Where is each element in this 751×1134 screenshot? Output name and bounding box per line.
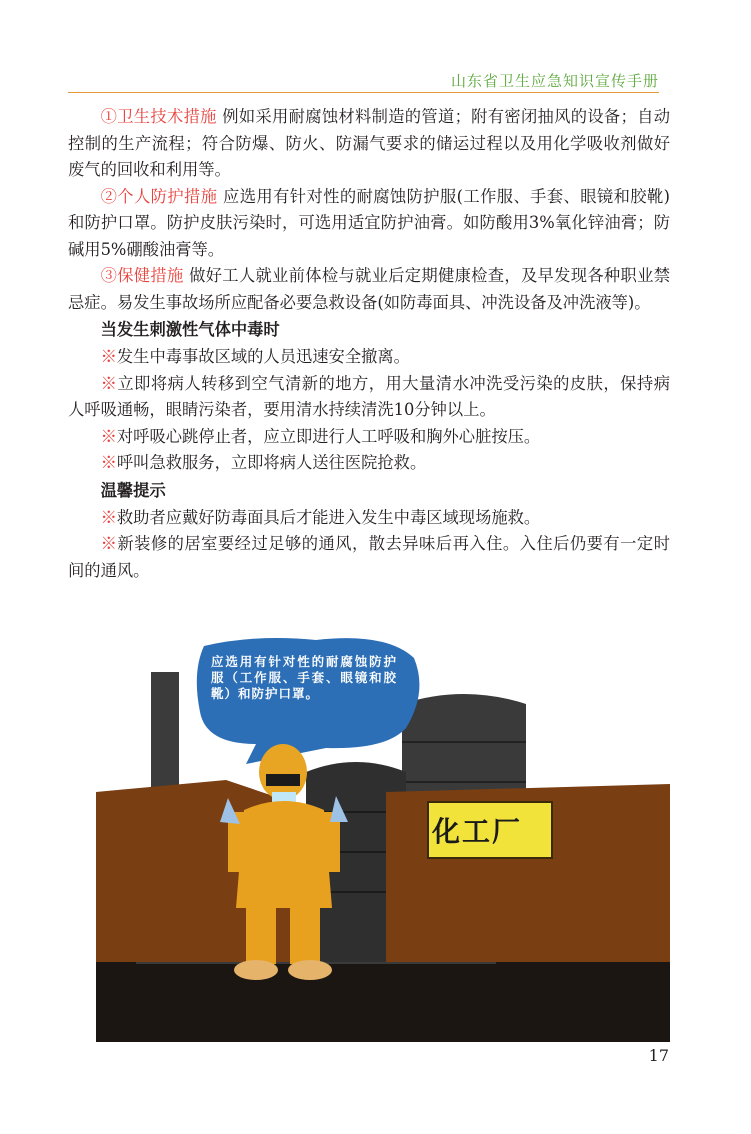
poisoning-item: ※发生中毒事故区域的人员迅速安全撤离。 xyxy=(100,347,410,366)
poisoning-item: ※呼叫急救服务，立即将病人送往医院抢救。 xyxy=(100,453,427,472)
poisoning-item: ※对呼吸心跳停止者，应立即进行人工呼吸和胸外心脏按压。 xyxy=(100,426,541,446)
bullet-mark: ※ xyxy=(100,347,117,366)
measure-text: 做好工人就业前体检与就业后定期健康检查，及早发现各种职业禁忌症。易发生事故场所应配备必要急救设备(如防毒面具、冲洗设备及冲洗液等)。 xyxy=(68,266,670,312)
page-number: 17 xyxy=(648,1046,669,1065)
measure-lead: ③保健措施 xyxy=(100,266,184,285)
measure-paragraph xyxy=(68,184,670,264)
poisoning-heading: 当发生刺激性气体中毒时 xyxy=(100,320,280,339)
measure-text: 例如采用耐腐蚀材料制造的管道；附有密闭抽风的设备；自动控制的生产流程；符合防爆、防火、防漏气要求的储运过程以及用化学吸收剂做好废气的回收和利用等。 xyxy=(68,107,670,179)
page-body xyxy=(68,104,670,584)
measure-lead: ②个人防护措施 xyxy=(100,186,218,206)
measure-lead: ①卫生技术措施 xyxy=(100,107,217,126)
bullet-mark: ※ xyxy=(100,534,118,553)
tips-item: ※救助者应戴好防毒面具后才能进入发生中毒区域现场施救。 xyxy=(100,507,541,527)
factory-sign-label: 化工厂 xyxy=(432,815,523,848)
header-rule xyxy=(68,92,659,93)
bullet-mark: ※ xyxy=(100,507,117,527)
bullet-mark: ※ xyxy=(100,426,117,446)
bullet-mark: ※ xyxy=(100,373,118,393)
chemical-plant-illustration xyxy=(96,632,670,1042)
tips-heading: 温馨提示 xyxy=(100,480,166,500)
measure-paragraph xyxy=(68,104,670,184)
bullet-mark: ※ xyxy=(100,453,117,472)
poisoning-item: ※立即将病人转移到空气清新的地方，用大量清水冲洗受污染的皮肤，保持病人呼吸通畅，眼睛污染者，要用清水持续清洗10分钟以上。 xyxy=(68,373,670,419)
tips-item: ※新装修的居室要经过足够的通风，散去异味后再入住。入住后仍要有一定时间的通风。 xyxy=(68,534,670,580)
bubble-text: 应选用有针对性的耐腐蚀防护服（工作服、手套、眼镜和胶靴）和防护口罩。 xyxy=(211,654,397,701)
measure-text: 应选用有针对性的耐腐蚀防护服(工作服、手套、眼镜和胶靴)和防护口罩。防护皮肤污染时，可选用适宜防护油膏。如防酸用3%氧化锌油膏；防碱用5%硼酸油膏等。 xyxy=(68,186,670,259)
measure-paragraph xyxy=(68,263,670,316)
running-head: 山东省卫生应急知识宣传手册 xyxy=(450,72,659,90)
